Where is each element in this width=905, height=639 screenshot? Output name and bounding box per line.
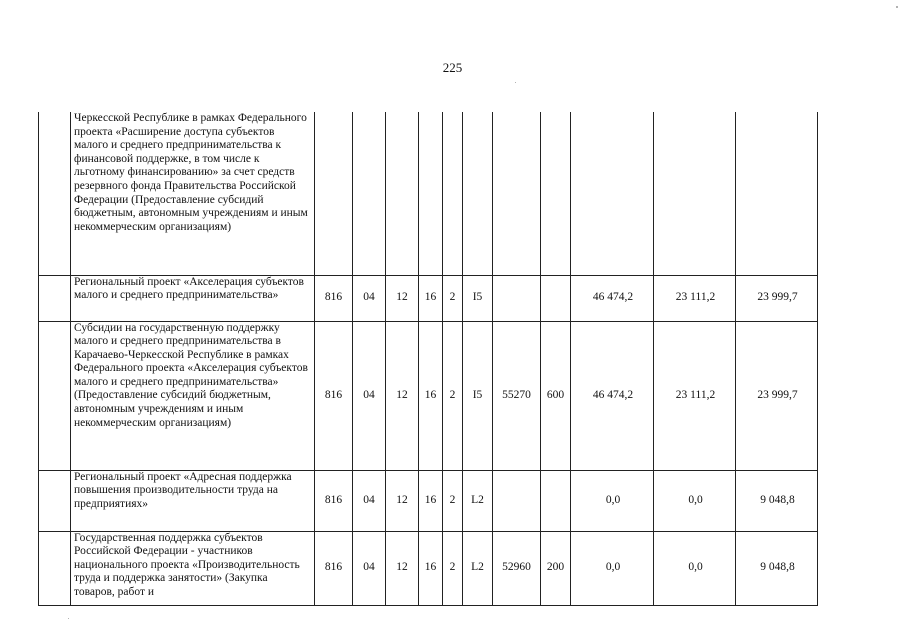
subprogram-code-cell: 2: [443, 275, 463, 321]
amount-year-2-cell: 23 111,2: [654, 275, 736, 321]
table-body: [39, 112, 818, 605]
amount-year-3-cell: [736, 112, 818, 275]
amount-year-3-cell: 23 999,7: [736, 321, 818, 470]
project-code-cell: I5: [463, 275, 493, 321]
direction-code-cell: [493, 470, 541, 531]
subprogram-code-cell: [443, 112, 463, 275]
amount-year-1-cell: 46 474,2: [571, 275, 654, 321]
ministry-code-cell: 816: [315, 275, 353, 321]
project-code-cell: L2: [463, 531, 493, 605]
expense-name-cell: Черкесской Республике в рамках Федерального проекта «Расширение доступа субъектов малого и среднего предпринимательства к финансовой поддержке, в том числе к льготному финансированию» за счет средств резервного фонда Правительства Российской Федерации (Предоставление субсидий бюджетным, автономным учреждениям и иным некоммерческим организациям): [71, 112, 315, 275]
amount-year-3-cell: 9 048,8: [736, 531, 818, 605]
table-row: [39, 470, 818, 531]
expense-type-cell: 600: [541, 321, 571, 470]
section-code-cell: 04: [353, 531, 386, 605]
project-code-cell: L2: [463, 470, 493, 531]
scan-speck: [515, 82, 516, 83]
direction-code-cell: [493, 112, 541, 275]
section-code-cell: [353, 112, 386, 275]
direction-code-cell: [493, 275, 541, 321]
program-code-cell: 16: [419, 275, 443, 321]
ministry-code-cell: 816: [315, 321, 353, 470]
amount-year-1-cell: [571, 112, 654, 275]
expense-type-cell: [541, 275, 571, 321]
amount-year-2-cell: 0,0: [654, 470, 736, 531]
amount-year-1-cell: 0,0: [571, 470, 654, 531]
budget-table: [38, 112, 818, 606]
ministry-code-cell: 816: [315, 470, 353, 531]
number-cell: [39, 321, 71, 470]
subsection-code-cell: 12: [386, 470, 419, 531]
expense-type-cell: [541, 112, 571, 275]
program-code-cell: 16: [419, 321, 443, 470]
ministry-code-cell: [315, 112, 353, 275]
scan-speck: [68, 618, 69, 619]
amount-year-2-cell: [654, 112, 736, 275]
direction-code-cell: 55270: [493, 321, 541, 470]
expense-name-cell: Субсидии на государственную поддержку малого и среднего предпринимательства в Карачаево-Черкесской Республике в рамках Федерального проекта «Акселерация субъектов малого и среднего предпринимательства» (Предоставление субсидий бюджетным, автономным учреждениям и иным некоммерческим организациям): [71, 321, 315, 470]
subprogram-code-cell: 2: [443, 470, 463, 531]
expense-name-cell: Региональный проект «Акселерация субъектов малого и среднего предпринимательства»: [71, 275, 315, 321]
project-code-cell: I5: [463, 321, 493, 470]
expense-name-cell: Государственная поддержка субъектов Российской Федерации - участников национального проекта «Производительность труда и поддержка занятости» (Закупка товаров, работ и: [71, 531, 315, 605]
number-cell: [39, 112, 71, 275]
scan-speck: [896, 6, 898, 8]
amount-year-2-cell: 23 111,2: [654, 321, 736, 470]
number-cell: [39, 531, 71, 605]
table-row: [39, 112, 818, 275]
direction-code-cell: 52960: [493, 531, 541, 605]
program-code-cell: 16: [419, 531, 443, 605]
section-code-cell: 04: [353, 321, 386, 470]
expense-type-cell: 200: [541, 531, 571, 605]
section-code-cell: 04: [353, 470, 386, 531]
expense-name-cell: Региональный проект «Адресная поддержка повышения производительности труда на предприятиях»: [71, 470, 315, 531]
subsection-code-cell: 12: [386, 275, 419, 321]
ministry-code-cell: 816: [315, 531, 353, 605]
table-row: [39, 275, 818, 321]
table-row: [39, 531, 818, 605]
amount-year-1-cell: 0,0: [571, 531, 654, 605]
subsection-code-cell: 12: [386, 531, 419, 605]
number-cell: [39, 275, 71, 321]
section-code-cell: 04: [353, 275, 386, 321]
amount-year-2-cell: 0,0: [654, 531, 736, 605]
table-row: [39, 321, 818, 470]
expense-type-cell: [541, 470, 571, 531]
subprogram-code-cell: 2: [443, 531, 463, 605]
amount-year-1-cell: 46 474,2: [571, 321, 654, 470]
subprogram-code-cell: 2: [443, 321, 463, 470]
number-cell: [39, 470, 71, 531]
program-code-cell: [419, 112, 443, 275]
subsection-code-cell: 12: [386, 321, 419, 470]
amount-year-3-cell: 23 999,7: [736, 275, 818, 321]
subsection-code-cell: [386, 112, 419, 275]
project-code-cell: [463, 112, 493, 275]
program-code-cell: 16: [419, 470, 443, 531]
amount-year-3-cell: 9 048,8: [736, 470, 818, 531]
page-number: 225: [442, 60, 463, 75]
